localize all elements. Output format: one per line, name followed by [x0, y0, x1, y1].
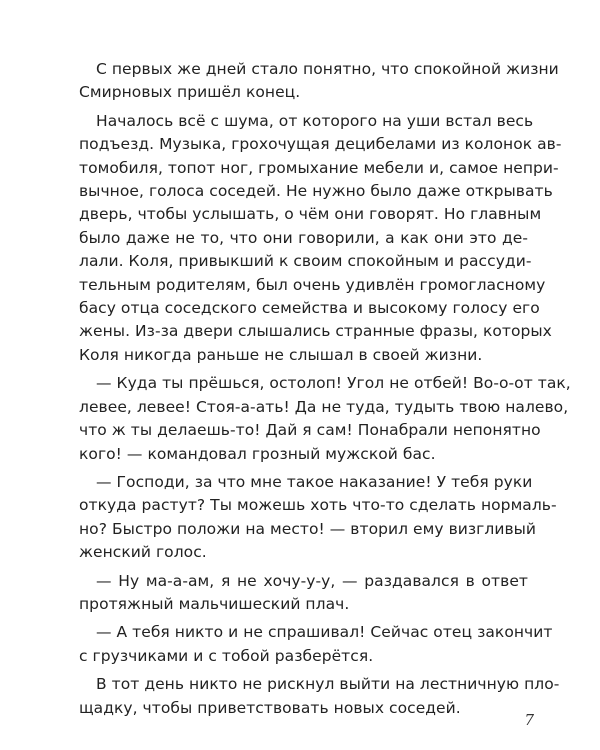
- text-line: лали. Коля, привыкший к своим спокойным и рассуди-: [79, 252, 532, 271]
- text-line: кого! — командовал грозный мужской бас.: [79, 444, 436, 463]
- text-line: Коля никогда раньше не слышал в своей жизни.: [79, 345, 483, 364]
- text-line: басу отца соседского семейства и высокому голосу его: [79, 299, 540, 318]
- text-line: щадку, чтобы приветствовать новых соседей.: [79, 698, 461, 717]
- paragraph-4: [62, 471, 557, 565]
- text-line: — А тебя никто и не спрашивал! Сейчас отец закончит: [96, 623, 553, 642]
- paragraph-6: [62, 621, 553, 668]
- text-line: подъезд. Музыка, грохочущая децибелами из колонок ав-: [79, 135, 562, 154]
- text-line: но? Быстро положи на место! — вторил ему визгливый: [79, 519, 537, 538]
- paragraph-3: [62, 372, 571, 466]
- paragraph-7: [62, 673, 560, 720]
- text-line: — Куда ты прёшься, остолоп! Угол не отбей! Во-о-от так,: [96, 374, 571, 393]
- paragraph-1: [62, 58, 559, 105]
- text-line: левее, левее! Стоя-а-ать! Да не туда, тудыть твою налево,: [79, 397, 569, 416]
- text-line: томобиля, топот ног, громыхание мебели и, самое непри-: [79, 158, 559, 177]
- text-line: что ж ты делаешь-то! Дай я сам! Понабрали непонятно: [79, 421, 541, 440]
- text-line: Началось всё с шума, от которого на уши встал весь: [96, 111, 534, 130]
- text-line: — Господи, за что мне такое наказание! У тебя руки: [96, 472, 533, 491]
- text-line: — Ну ма-а-ам, я не хочу-у-у, — раздавался в ответ: [96, 571, 528, 590]
- text-line: В тот день никто не рискнул выйти на лестничную пло-: [96, 675, 560, 694]
- text-line: вычное, голоса соседей. Не нужно было даже открывать: [79, 182, 553, 201]
- text-line: С первых же дней стало понятно, что спокойной жизни: [96, 60, 559, 78]
- text-block: [62, 58, 571, 725]
- text-line: жены. Из-за двери слышались странные фразы, которых: [79, 322, 552, 341]
- text-line: было даже не то, что они говорили, а как они это де-: [79, 228, 528, 247]
- text-line: откуда растут? Ты можешь хоть что-то сделать нормаль-: [79, 496, 557, 515]
- text-line: женский голос.: [79, 543, 207, 562]
- text-line: дверь, чтобы услышать, о чём они говорят. Но главным: [79, 205, 542, 224]
- text-line: протяжный мальчишеский плач.: [79, 594, 350, 613]
- paragraph-2: [62, 110, 562, 367]
- page-number: 7: [524, 711, 534, 729]
- paragraph-5: [62, 570, 528, 617]
- text-line: Смирновых пришёл конец.: [79, 83, 301, 102]
- text-line: тельным родителям, был очень удивлён громогласному: [79, 275, 546, 294]
- text-line: с грузчиками и с тобой разберётся.: [79, 646, 374, 665]
